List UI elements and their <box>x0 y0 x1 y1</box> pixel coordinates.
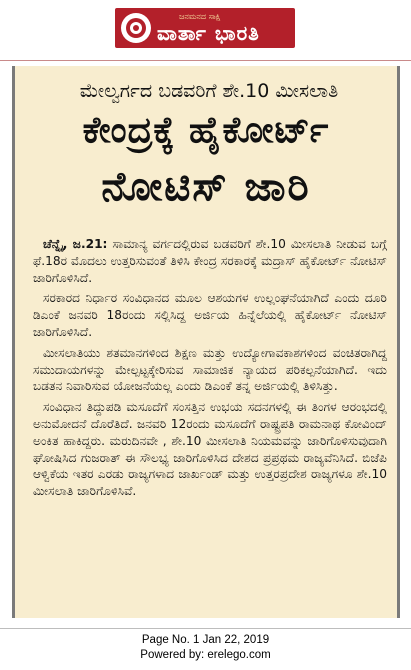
masthead-logo[interactable] <box>115 8 295 48</box>
headline-line-1: ಕೇಂದ್ರಕ್ಕೆ ಹೈಕೋರ್ಟ್ <box>82 110 330 151</box>
page-footer <box>0 628 411 670</box>
masthead-tagline: ಜನಮನದ ಸಾಕ್ಷಿ <box>179 12 221 21</box>
dateline: ಚೆನ್ನೈ, ಜ.21: <box>43 237 108 251</box>
emblem-icon <box>121 13 151 43</box>
headline-line-2: ನೋಟಿಸ್ ಜಾರಿ <box>101 164 311 210</box>
article-paragraph: ಮೀಸಲಾತಿಯು ಶತಮಾನಗಳಿಂದ ಶಿಕ್ಷಣ ಮತ್ತು ಉದ್ಯೋಗಾವಕಾಶಗಳಿಂದ ವಂಚಿತರಾಗಿದ್ದ ಸಮುದಾಯಗಳನ್ನು ಮೇಲ್ಪಟ್ಟಕ್ಕೇರಿಸುವ ಸಾಮಾಜಿಕ ನ್ಯಾಯದ ಪರಿಕಲ್ಪನೆಯಾಗಿದೆ. ಇದು ಬಡತನ ನಿವಾರಿಸುವ ಯೋಜನೆಯಲ್ಲ ಎಂದು ಡಿಎಂಕೆ ತನ್ನ ಅರ್ಜಿಯಲ್ಲಿ ತಿಳಿಸಿತ್ತು. <box>33 345 387 394</box>
article-paragraph: ಸರಕಾರದ ನಿರ್ಧಾರ ಸಂವಿಧಾನದ ಮೂಲ ಆಶಯಗಳ ಉಲ್ಲಂಘನೆಯಾಗಿದೆ ಎಂದು ದೂರಿ ಡಿಎಂಕೆ ಜನವರಿ 18ರಂದು ಸಲ್ಲಿಸಿದ್ದ ಅರ್ಜಿಯ ಹಿನ್ನೆಲೆಯಲ್ಲಿ ಹೈಕೋರ್ಟ್ ನೋಟಿಸ್ ಜಾರಿಗೊಳಿಸಿದೆ. <box>33 291 387 339</box>
masthead-text <box>157 13 260 43</box>
page-info: Page No. 1 Jan 22, 2019 <box>141 634 270 646</box>
article-paragraph: ಸಂವಿಧಾನ ತಿದ್ದುಪಡಿ ಮಸೂದೆಗೆ ಸಂಸತ್ತಿನ ಉಭಯ ಸದನಗಳಲ್ಲಿ ಈ ತಿಂಗಳ ಆರಂಭದಲ್ಲಿ ಅನುಮೋದನೆ ದೊರೆತಿದೆ. ಜನವರಿ 12ರಂದು ಮಸೂದೆಗೆ ರಾಷ್ಟ್ರಪತಿ ರಾಮನಾಥ ಕೋವಿಂದ್ ಅಂಕಿತ ಹಾಕಿದ್ದರು. ಮರುದಿನವೇ , ಶೇ.10 ಮೀಸಲಾತಿ ನಿಯಮವನ್ನು ಜಾರಿಗೊಳಿಸುವುದಾಗಿ ಘೋಷಿಸಿದ ಗುಜರಾತ್ ಈ ಸೌಲಭ್ಯ ಜಾರಿಗೊಳಿಸಿದ ದೇಶದ ಪ್ರಪ್ರಥಮ ರಾಜ್ಯವೆನಿಸಿದೆ. ಬಿಜೆಪಿ ಆಳ್ವಿಕೆಯ ಇತರ ಎರಡು ರಾಜ್ಯಗಳಾದ ಜಾರ್ಖಂಡ್ ಮತ್ತು ಉತ್ತರಪ್ರದೇಶ ರಾಜ್ಯಗಳೂ ಶೇ.10 ಮೀಸಲಾತಿ ಜಾರಿಗೊಳಿಸಿವೆ. <box>33 400 387 499</box>
article-body <box>33 236 387 500</box>
powered-by: Powered by: erelego.com <box>140 649 271 661</box>
article-paragraph <box>33 236 387 286</box>
article-kicker: ಮೇಲ್ವರ್ಗದ ಬಡವರಿಗೆ ಶೇ.10 ಮೀಸಲಾತಿ <box>79 80 339 102</box>
news-clipping <box>12 66 400 618</box>
site-header <box>0 0 411 61</box>
masthead-name: ವಾರ್ತಾ ಭಾರತಿ <box>157 21 260 45</box>
paragraph-text: ಸಾಮಾನ್ಯ ವರ್ಗದಲ್ಲಿರುವ ಬಡವರಿಗೆ ಶೇ.10 ಮೀಸಲಾತಿ ನೀಡುವ ಬಗ್ಗೆ ಫೆ.18ರ ಮೊದಲು ಉತ್ತರಿಸುವಂತೆ ತಿಳಿಸಿ ಕೇಂದ್ರ ಸರಕಾರಕ್ಕೆ ಮದ್ರಾಸ್ ಹೈಕೋರ್ಟ್ ನೋಟಿಸ್ ಜಾರಿಗೊಳಿಸಿದೆ. <box>33 237 387 285</box>
